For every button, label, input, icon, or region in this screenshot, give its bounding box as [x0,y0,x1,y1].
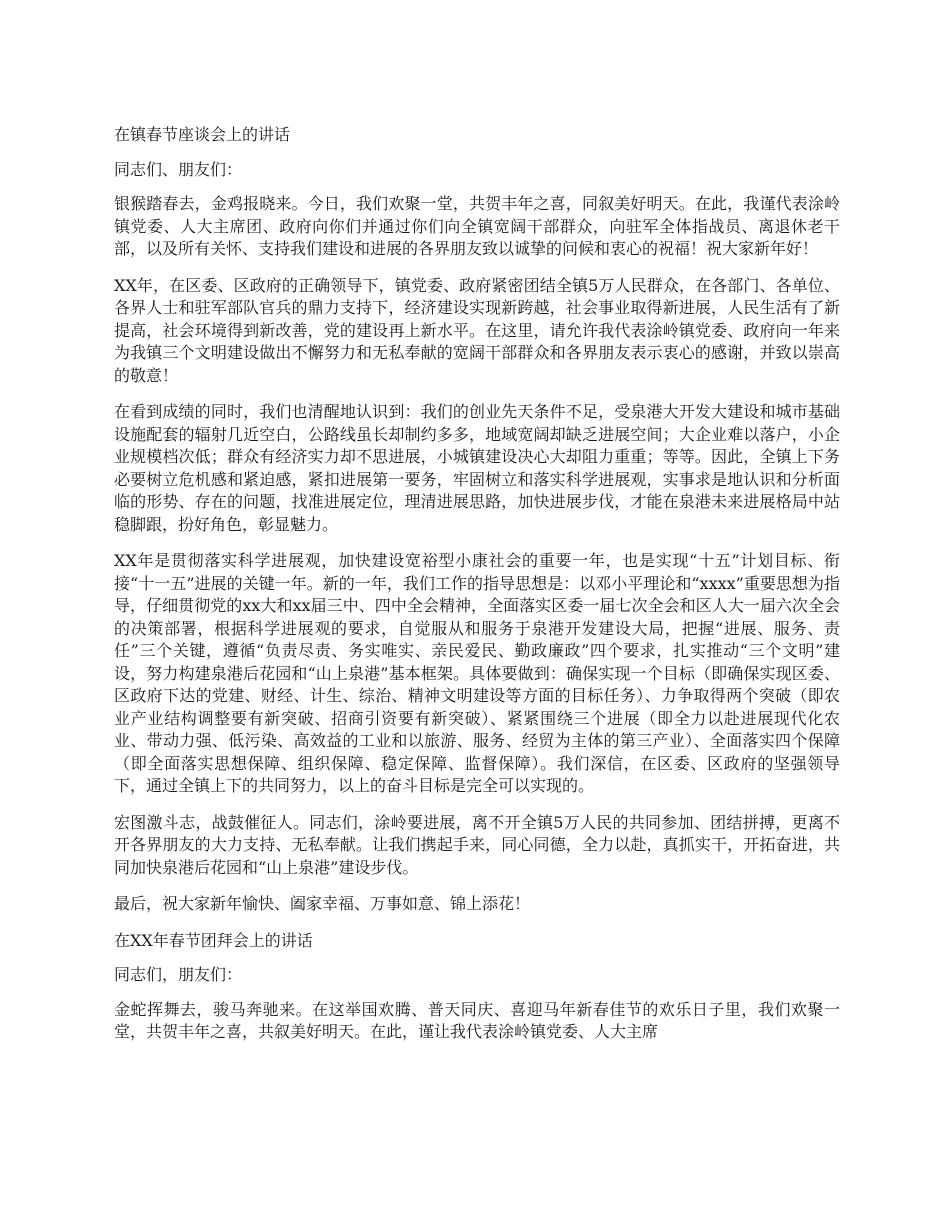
paragraph-call-to-action: 宏图激斗志，战鼓催征人。同志们，涂岭要进展，离不开全镇5万人民的共同参加、团结拼搏，更离不开各界朋友的大力支持、无私奉献。让我们携起手来，同心同德，全力以赴，真抓实干，开拓奋进，共同加快泉港后花园和“山上泉港”建设步伐。 [114,812,840,877]
paragraph-greeting: 银猴踏春去，金鸡报晓来。今日，我们欢聚一堂，共贺丰年之喜，同叙美好明天。在此，我谨代表涂岭镇党委、人大主席团、政府向你们并通过你们向全镇宽阔干部群众，向驻军全体指战员、离退休老干部，以及所有关怀、支持我们建设和进展的各界朋友致以诚挚的问候和衷心的祝福！祝大家新年好！ [114,194,840,258]
paragraph-challenges: 在看到成绩的同时，我们也清醒地认识到：我们的创业先天条件不足，受泉港大开发大建设和城市基础设施配套的辐射几近空白，公路线虽长却制约多多，地域宽阔却缺乏进展空间；大企业难以落户，小企业规模档次低；群众有经济实力却不思进展，小城镇建设决心大却阻力重重；等等。因此，全镇上下务必要树立危机感和紧迫感，紧扣进展第一要务，牢固树立和落实科学进展观，实事求是地认识和分析面临的形势、存在的问题，找准进展定位，理清进展思路，加快进展步伐，才能在泉港未来进展格局中站稳脚跟，扮好角色，彰显魅力。 [114,402,840,534]
salutation-1: 同志们、朋友们： [114,159,243,179]
paragraph-achievements: XX年，在区委、区政府的正确领导下，镇党委、政府紧密团结全镇5万人民群众，在各部门、各单位、各界人士和驻军部队官兵的鼎力支持下，经济建设实现新跨越，社会事业取得新进展，人民生活有了新提高，社会环境得到新改善，党的建设再上新水平。在这里，请允许我代表涂岭镇党委、政府向一年来为我镇三个文明建设做出不懈努力和无私奉献的宽阔干部群众和各界朋友表示衷心的感谢，并致以崇高的敬意！ [114,275,840,385]
paragraph-plan: XX年是贯彻落实科学进展观，加快建设宽裕型小康社会的重要一年，也是实现“十五”计划目标、衔接“十一五”进展的关键一年。新的一年，我们工作的指导思想是：以邓小平理论和“xxxx”重要思想为指导，仔细贯彻党的xx大和xx届三中、四中全会精神，全面落实区委一届七次全会和区人大一届六次全会的决策部署，根据科学进展观的要求，自觉服从和服务于泉港开发建设大局，把握“进展、服务、责任”三个关键，遵循“负责尽责、务实唯实、亲民爱民、勤政廉政”四个要求，扎实推动“三个文明”建设，努力构建泉港后花园和“山上泉港”基本框架。具体要做到：确保实现一个目标（即确保实现区委、区政府下达的党建、财经、计生、综治、精神文明建设等方面的目标任务）、力争取得两个突破（即农业产业结构调整要有新突破、招商引资要有新突破）、紧紧围绕三个进展（即全力以赴进展现代化农业、带动力强、低污染、高效益的工业和以旅游、服务、经贸为主体的第三产业）、全面落实四个保障（即全面落实思想保障、组织保障、稳定保障、监督保障）。我们深信，在区委、区政府的坚强领导下，通过全镇上下的共同努力，以上的奋斗目标是完全可以实现的。 [114,551,840,795]
salutation-2: 同志们，朋友们： [114,965,243,984]
paragraph-closing-wishes: 最后，祝大家新年愉快、阖家幸福、万事如意、锦上添花！ [114,894,531,913]
speech-title-2: 在XX年春节团拜会上的讲话 [114,930,313,950]
speech-title-1: 在镇春节座谈会上的讲话 [114,125,291,144]
paragraph-opening-2: 金蛇挥舞去，骏马奔驰来。在这举国欢腾、普天同庆、喜迎马年新春佳节的欢乐日子里，我们欢聚一堂，共贺丰年之喜，共叙美好明天。在此，谨让我代表涂岭镇党委、人大主席 [114,999,840,1041]
